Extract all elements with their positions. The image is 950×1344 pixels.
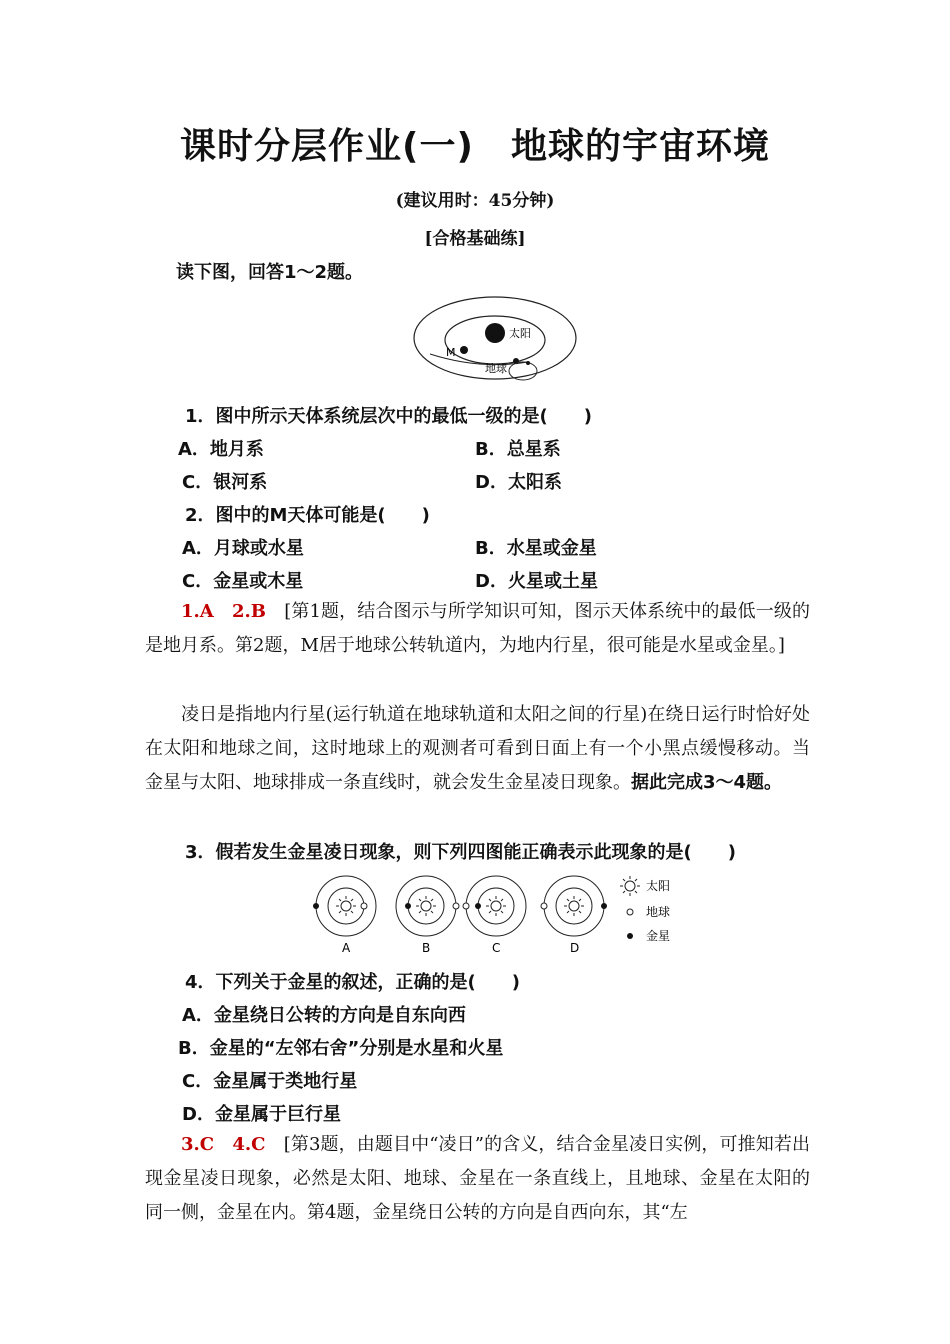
diagram-b-label: B xyxy=(422,941,431,955)
diagram-c xyxy=(463,876,526,955)
answer-key-3-4: 3.C 4.C xyxy=(181,1134,266,1155)
diagram-a xyxy=(313,876,376,955)
diagram-b xyxy=(396,876,459,955)
sun-icon xyxy=(336,896,356,916)
venus-icon xyxy=(601,903,607,909)
sun-icon xyxy=(486,896,506,916)
q2-option-a: A．月球或水星 xyxy=(182,538,304,559)
q1-option-d: D．太阳系 xyxy=(475,472,562,493)
figure-solar-system xyxy=(410,292,580,392)
earth-icon xyxy=(453,903,459,909)
q2-option-d: D．火星或土星 xyxy=(475,571,598,592)
q1-stem: 1．图中所示天体系统层次中的最低一级的是( ) xyxy=(185,406,592,427)
passage xyxy=(145,698,810,800)
legend-sun-icon xyxy=(620,876,640,896)
q1-option-a: A．地月系 xyxy=(178,439,264,460)
sun-icon xyxy=(416,896,436,916)
legend-earth-icon xyxy=(627,909,633,915)
answer-explanation-1-2: [第1题，结合图示与所学知识可知，图示天体系统中的最低一级的是地月系。第2题，M居于地球公转轨道内，为地内行星，很可能是水星或金星。] xyxy=(145,601,811,656)
moon-icon xyxy=(526,361,530,365)
q2-option-b: B．水星或金星 xyxy=(475,538,597,559)
earth-icon xyxy=(541,903,547,909)
earth-label: 地球 xyxy=(485,362,507,375)
page-title: 课时分层作业(一) 地球的宇宙环境 xyxy=(180,126,770,167)
diagram-a-label: A xyxy=(342,941,351,955)
q3-stem: 3．假若发生金星凌日现象，则下列四图能正确表示此现象的是( ) xyxy=(185,842,736,863)
q4-option-b: B．金星的“左邻右舍”分别是水星和火星 xyxy=(178,1038,504,1059)
q4-option-c: C．金星属于类地行星 xyxy=(182,1071,358,1092)
earth-icon xyxy=(361,903,367,909)
legend xyxy=(620,876,670,943)
diagram-d xyxy=(541,876,607,955)
diagram-d-label: D xyxy=(570,941,580,955)
venus-icon xyxy=(313,903,319,909)
sun-label: 太阳 xyxy=(509,327,531,340)
legend-venus: 金星 xyxy=(646,929,671,943)
legend-earth: 地球 xyxy=(646,905,671,919)
moon-orbit xyxy=(509,362,537,380)
answer-key-1-2: 1.A 2.B xyxy=(181,601,266,622)
answer-3-4 xyxy=(145,1128,810,1230)
answer-1-2 xyxy=(145,595,810,663)
q1-option-b: B．总星系 xyxy=(475,439,561,460)
q2-stem: 2．图中的M天体可能是( ) xyxy=(185,505,430,526)
passage-instruction: 据此完成3～4题。 xyxy=(631,772,783,793)
m-planet-icon xyxy=(460,346,468,354)
legend-venus-icon xyxy=(627,933,633,939)
q4-option-d: D．金星属于巨行星 xyxy=(182,1104,341,1125)
suggested-time: (建议用时：45分钟) xyxy=(395,191,555,211)
passage-text: 凌日是指地内行星(运行轨道在地球轨道和太阳之间的行星)在绕日运行时恰好处在太阳和地球之间，这时地球上的观测者可看到日面上有一个小黑点缓慢移动。当金星与太阳、地球排成一条直线时，就会发生金星凌日现象。 xyxy=(145,704,810,793)
q2-option-c: C．金星或木星 xyxy=(182,571,304,592)
diagram-c-label: C xyxy=(492,941,501,955)
legend-sun: 太阳 xyxy=(646,879,671,893)
section-heading: [合格基础练] xyxy=(424,229,526,249)
venus-icon xyxy=(405,903,411,909)
sun-icon xyxy=(564,896,584,916)
figure-transit-options xyxy=(300,870,690,956)
q4-stem: 4．下列关于金星的叙述，正确的是( ) xyxy=(185,972,520,993)
m-label: M xyxy=(446,346,456,359)
answer-explanation-3-4: [第3题，由题目中“凌日”的含义，结合金星凌日实例，可推知若出现金星凌日现象，必然是太阳、地球、金星在一条直线上，且地球、金星在太阳的同一侧，金星在内。第4题，金星绕日公转的方向是自西向东，其“左 xyxy=(145,1134,810,1223)
q1-option-c: C．银河系 xyxy=(182,472,268,493)
sun-icon xyxy=(485,323,505,343)
intro-1-2: 读下图，回答1～2题。 xyxy=(176,262,364,283)
q4-option-a: A．金星绕日公转的方向是自东向西 xyxy=(182,1005,466,1026)
earth-icon xyxy=(463,903,469,909)
venus-icon xyxy=(475,903,481,909)
